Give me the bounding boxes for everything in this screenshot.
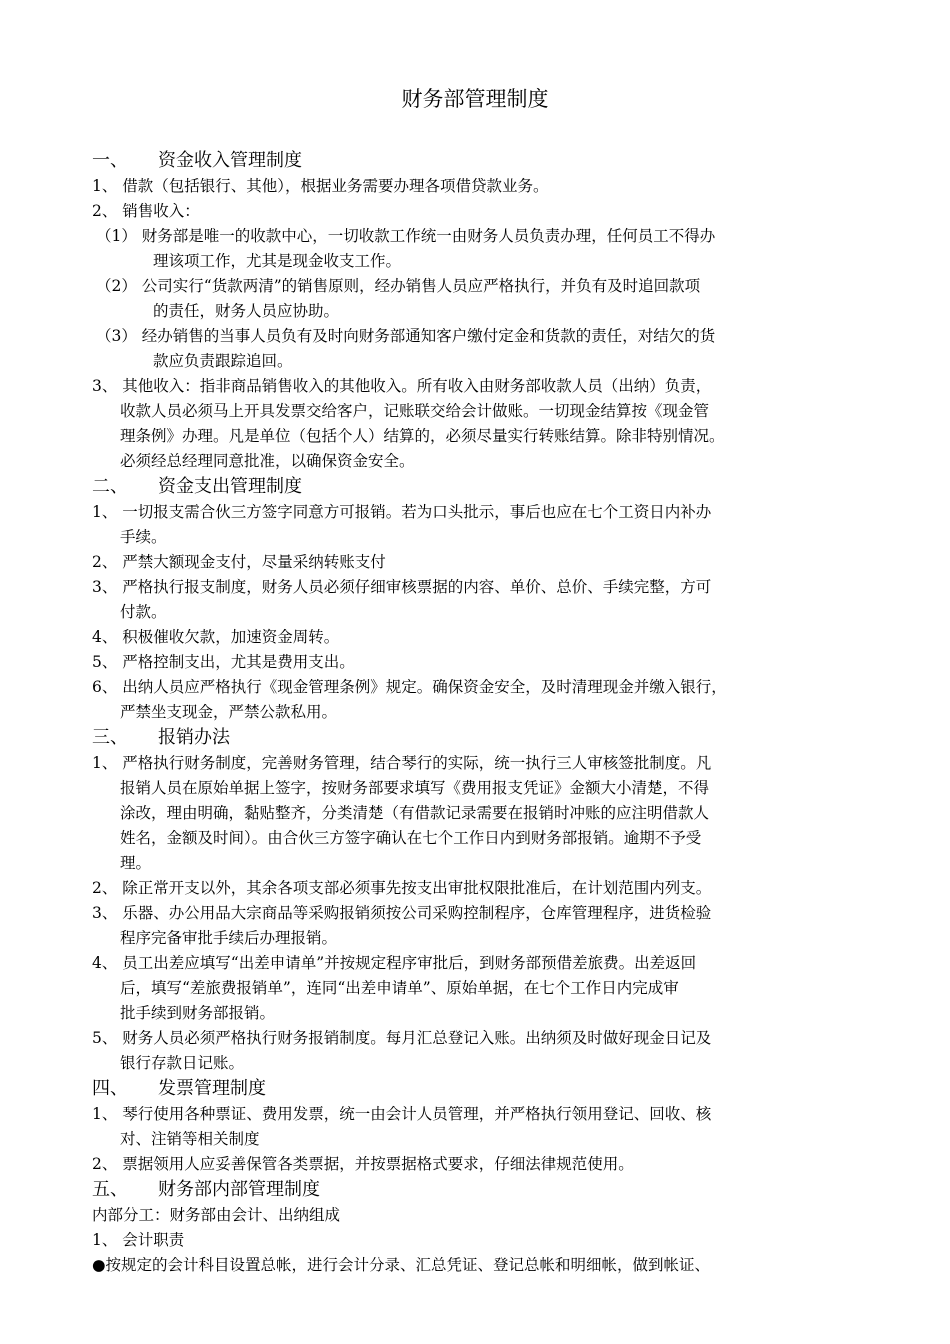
- text-line: 理条例》办理。凡是单位（包括个人）结算的，必须尽量实行转账结算。除非特别情况。: [120, 427, 725, 445]
- text-line: 5、 严格控制支出，尤其是费用支出。: [92, 653, 355, 671]
- text-line: 的责任，财务人员应协助。: [153, 302, 340, 320]
- section-title: 资金收入管理制度: [158, 150, 302, 171]
- bullet-text: 按规定的会计科目设置总帐，进行会计分录、汇总凭证、登记总帐和明细帐，做到帐证、: [105, 1256, 711, 1274]
- section-heading: [92, 148, 882, 174]
- text-line: 2、 销售收入：: [92, 202, 200, 220]
- duty-heading: 1、 会计职责: [92, 1231, 185, 1249]
- section-number: 一、: [92, 150, 128, 171]
- section-number: 五、: [92, 1179, 128, 1200]
- section-heading: [92, 725, 882, 751]
- text-line: 3、 严格执行报支制度，财务人员必须仔细审核票据的内容、单价、总价、手续完整，方可: [92, 578, 712, 596]
- list-item: [92, 374, 882, 474]
- text-line: 涂改，理由明确，黏贴整齐，分类清楚（有借款记录需要在报销时冲账的应注明借款人: [120, 804, 710, 822]
- text-line: 必须经总经理同意批准，以确保资金安全。: [120, 452, 415, 470]
- text-line: 1、 琴行使用各种票证、费用发票，统一由会计人员管理，并严格执行领用登记、回收、核: [92, 1105, 712, 1123]
- text-line: 款应负责跟踪追回。: [153, 352, 293, 370]
- section-title: 财务部内部管理制度: [158, 1179, 320, 1200]
- document-title: 财务部管理制度: [401, 87, 549, 111]
- text-line: 1、 一切报支需合伙三方签字同意方可报销。若为口头批示，事后也应在七个工资日内补办: [92, 503, 712, 521]
- text-line: 批手续到财务部报销。: [120, 1004, 276, 1022]
- section-heading: [92, 474, 882, 500]
- section-number: 四、: [92, 1078, 128, 1099]
- text-line: 3、 乐器、办公用品大宗商品等采购报销须按公司采购控制程序，仓库管理程序，进货检验: [92, 904, 712, 922]
- text-line: 4、 积极催收欠款，加速资金周转。: [92, 628, 340, 646]
- text-line: 5、 财务人员必须严格执行财务报销制度。每月汇总登记入账。出纳须及时做好现金日记及: [92, 1029, 712, 1047]
- text-line: 姓名，金额及时间）。由合伙三方签字确认在七个工作日内到财务部报销。逾期不予受: [120, 829, 702, 847]
- text-line: 3、 其他收入：指非商品销售收入的其他收入。所有收入由财务部收款人员（出纳）负责，: [92, 377, 712, 395]
- list-item: [92, 199, 882, 224]
- text-line: 理。: [120, 854, 152, 872]
- text-line: 程序完备审批手续后办理报销。: [120, 929, 338, 947]
- text-line: 4、 员工出差应填写“出差申请单”并按规定程序审批后，到财务部预借差旅费。出差返回: [92, 954, 697, 972]
- text-line: 对、注销等相关制度: [120, 1130, 260, 1148]
- list-item: [92, 675, 882, 725]
- text-line: （1） 财务部是唯一的收款中心，一切收款工作统一由财务人员负责办理，任何员工不得办: [96, 227, 716, 245]
- list-item: [92, 625, 882, 650]
- list-item: [92, 1026, 882, 1076]
- text-line: 报销人员在原始单据上签字，按财务部要求填写《费用报支凭证》金额大小清楚，不得: [120, 779, 710, 797]
- text-line: 收款人员必须马上开具发票交给客户，记账联交给会计做账。一切现金结算按《现金管: [120, 402, 710, 420]
- sub-list-item: [92, 274, 882, 324]
- bullet-icon: ●: [92, 1256, 106, 1274]
- list-item: [92, 751, 882, 876]
- text-line: 严禁坐支现金，严禁公款私用。: [120, 703, 338, 721]
- document-body: [92, 148, 882, 1278]
- text-line: 1、 严格执行财务制度，完善财务管理，结合琴行的实际，统一执行三人审核签批制度。凡: [92, 754, 712, 772]
- section-number: 二、: [92, 476, 128, 497]
- text-line: （3） 经办销售的当事人员负有及时向财务部通知客户缴付定金和货款的责任，对结欠的货: [96, 327, 716, 345]
- text-line: 2、 严禁大额现金支付，尽量采纳转账支付: [92, 553, 386, 571]
- section-title: 资金支出管理制度: [158, 476, 302, 497]
- text-line: 手续。: [120, 528, 167, 546]
- text-line: 1、 借款（包括银行、其他），根据业务需要办理各项借贷款业务。: [92, 177, 549, 195]
- section-heading: [92, 1076, 882, 1102]
- text-line: 后，填写“差旅费报销单”，连同“出差申请单”、原始单据，在七个工作日内完成审: [120, 979, 679, 997]
- list-item: [92, 901, 882, 951]
- sub-list-item: [92, 324, 882, 374]
- text-line: 2、 除正常开支以外，其余各项支部必须事先按支出审批权限批准后，在计划范围内列支。: [92, 879, 712, 897]
- text-line: 付款。: [120, 603, 167, 621]
- list-item: [92, 174, 882, 199]
- text-line: 6、 出纳人员应严格执行《现金管理条例》规定。确保资金安全，及时清理现金并缴入银行，: [92, 678, 727, 696]
- list-item: [92, 575, 882, 625]
- list-item: [92, 650, 882, 675]
- list-item: [92, 951, 882, 1026]
- bullet-item: [92, 1253, 882, 1278]
- list-item: [92, 500, 882, 550]
- text-line: （2） 公司实行“货款两清”的销售原则，经办销售人员应严格执行，并负有及时追回款项: [96, 277, 701, 295]
- list-item: [92, 1152, 882, 1177]
- list-item: [92, 876, 882, 901]
- list-item: [92, 550, 882, 575]
- text-line: 理该项工作，尤其是现金收支工作。: [153, 252, 402, 270]
- text-line: 银行存款日记账。: [120, 1054, 245, 1072]
- text-line: 2、 票据领用人应妥善保管各类票据，并按票据格式要求，仔细法律规范使用。: [92, 1155, 634, 1173]
- list-item: [92, 1102, 882, 1152]
- section-number: 三、: [92, 727, 128, 748]
- section-heading: [92, 1177, 882, 1203]
- section-title: 发票管理制度: [158, 1078, 266, 1099]
- division-text: 内部分工：财务部由会计、出纳组成: [92, 1206, 341, 1224]
- sub-list-item: [92, 224, 882, 274]
- section-title: 报销办法: [158, 727, 230, 748]
